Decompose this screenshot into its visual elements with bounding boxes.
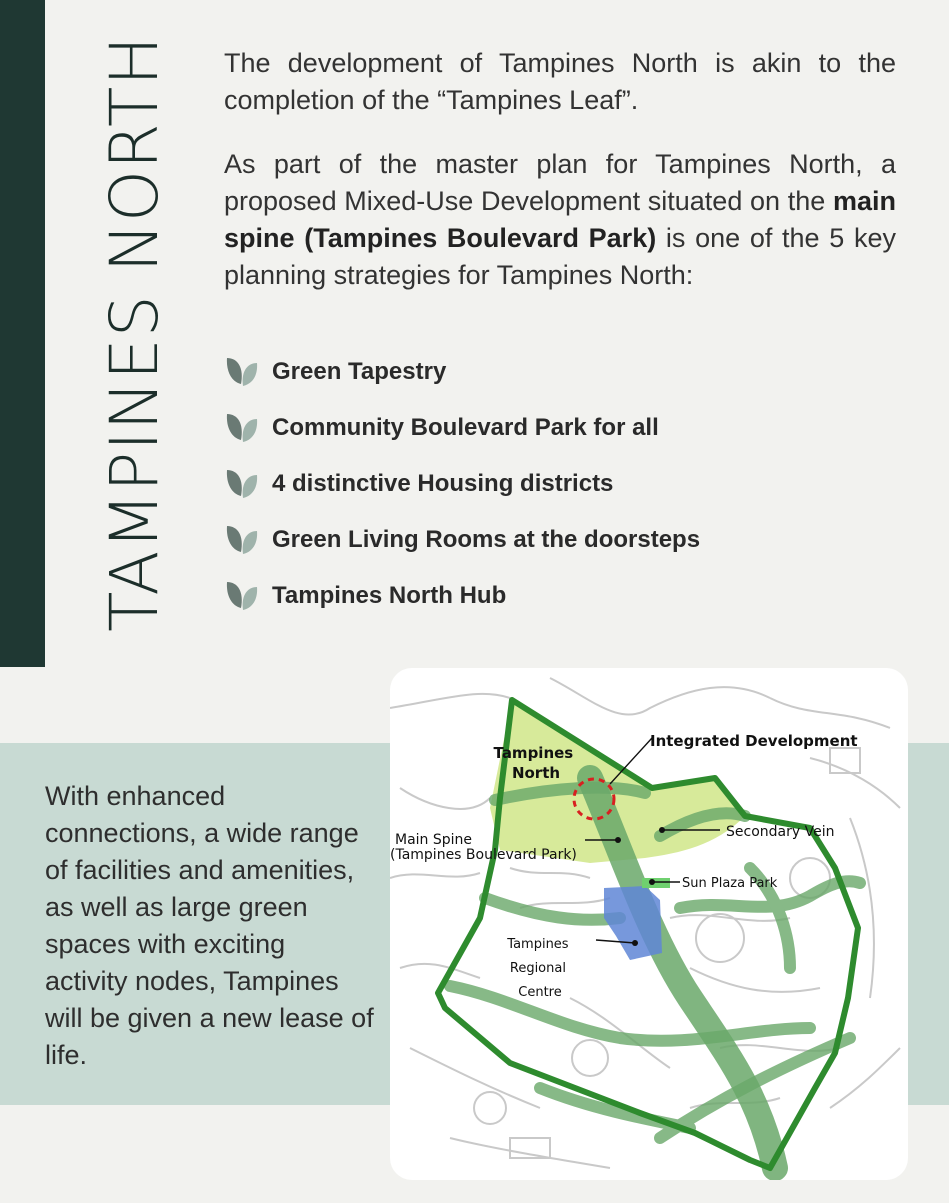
masterplan-map: [390, 668, 908, 1180]
label-secondary-vein: Secondary Vein: [726, 824, 835, 840]
label-sun-plaza-park: Sun Plaza Park: [682, 876, 778, 891]
intro-text: [224, 45, 896, 321]
strategy-item: [224, 568, 904, 624]
label-tampines-north: Tampines North: [493, 744, 574, 782]
strategy-list: [224, 344, 904, 624]
strategy-label: Community Boulevard Park for all: [272, 414, 659, 441]
intro-p2-start: As part of the master plan for Tampines North, a proposed Mixed-Use Development situated on the: [224, 149, 896, 216]
sidebar-accent-bar: [0, 0, 45, 667]
leaf-icon: [224, 354, 260, 390]
intro-paragraph-2: [224, 146, 896, 294]
label-main-spine: Main Spine (Tampines Boulevard Park): [390, 832, 577, 863]
band-text: With enhanced connections, a wide range of facilities and amenities, as well as large green spaces with exciting activity nodes, Tampines will be given a new lease of life.: [45, 781, 374, 1070]
strategy-item: [224, 512, 904, 568]
leaf-icon: [224, 522, 260, 558]
intro-p2-bold: main spine (Tampines Boulevard Park): [224, 186, 896, 253]
map-graphic: [390, 668, 908, 1180]
regional-centre-area: [604, 886, 662, 960]
intro-p2-end: is one of the 5 key planning strategies for Tampines North:: [224, 223, 896, 290]
intro-paragraph-1: The development of Tampines North is akin to the completion of the “Tampines Leaf”.: [224, 48, 896, 115]
leaf-icon: [224, 410, 260, 446]
strategy-label: 4 distinctive Housing districts: [272, 470, 614, 497]
strategy-label: Green Living Rooms at the doorsteps: [272, 526, 701, 553]
vertical-page-title: TAMPINES NORTH: [96, 35, 173, 632]
strategy-item: [224, 456, 904, 512]
label-regional-centre: Tampines Regional Centre: [507, 937, 569, 1000]
strategy-label: Tampines North Hub: [272, 582, 507, 609]
strategy-item: [224, 344, 904, 400]
leaf-icon: [224, 466, 260, 502]
leaf-icon: [224, 578, 260, 614]
label-integrated-development: Integrated Development: [650, 732, 858, 750]
strategy-item: [224, 400, 904, 456]
sun-plaza-park: [642, 878, 670, 888]
strategy-label: Green Tapestry: [272, 358, 447, 385]
